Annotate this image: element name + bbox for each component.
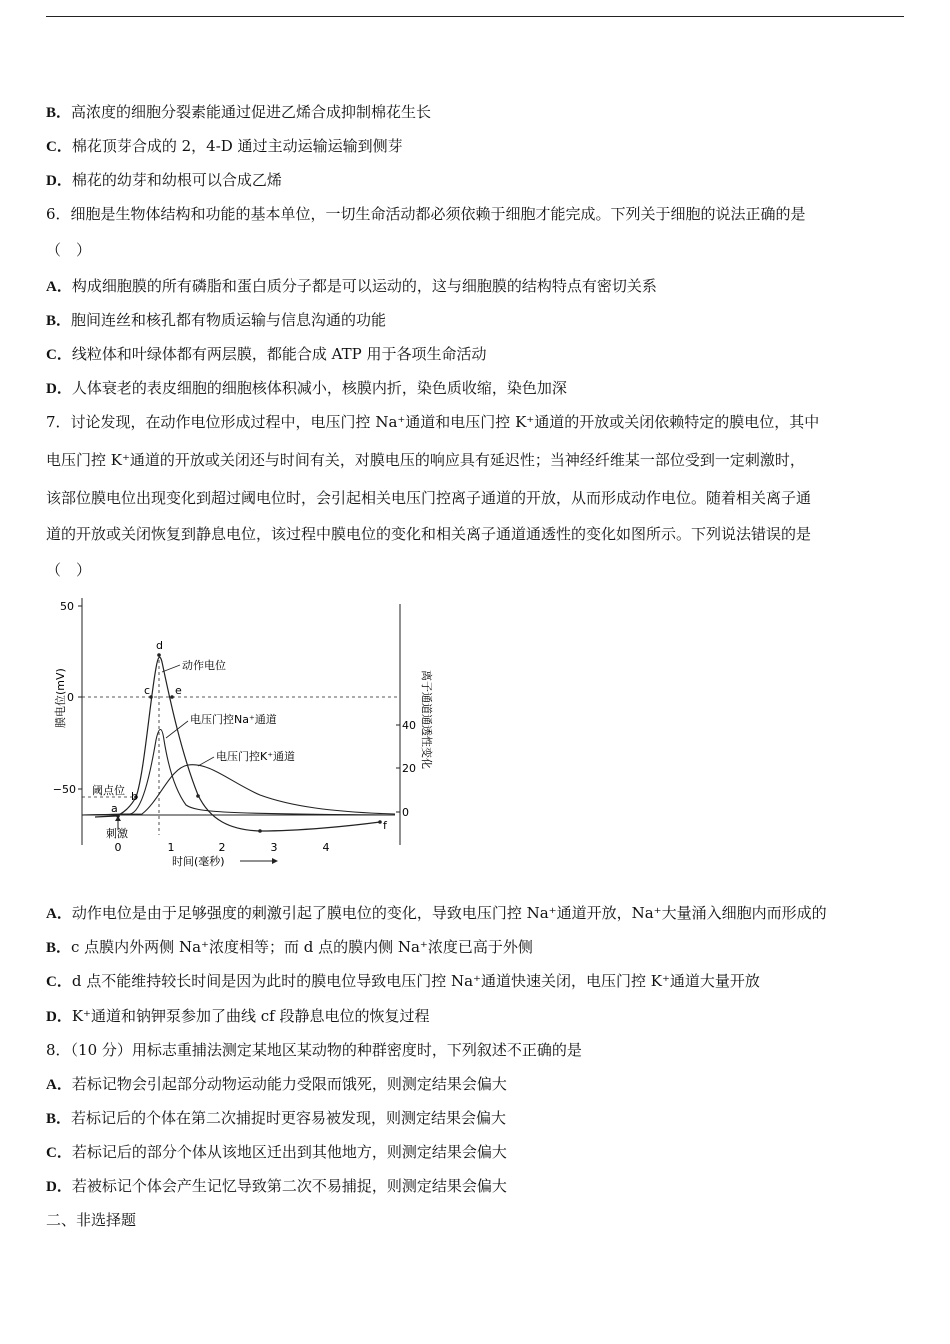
text-line: [46, 971, 760, 992]
point-bend: [196, 794, 200, 798]
curve-label-k: 电压门控K⁺通道: [216, 750, 296, 763]
na-channel-curve: [82, 730, 395, 816]
membrane-potential-figure: [50, 590, 450, 875]
line-text: 该部位膜电位出现变化到超过阈电位时，会引起相关电压门控离子通道的开放，从而形成动作电位。随着相关离子通: [46, 489, 812, 507]
text-line: [46, 240, 91, 261]
right-tick-40: 40: [402, 719, 416, 732]
line-text: 7．讨论发现，在动作电位形成过程中，电压门控 Na⁺通道和电压门控 K⁺通道的开放或关闭依赖特定的膜电位，其中: [46, 413, 820, 431]
text-line: [46, 378, 567, 399]
line-text: K⁺通道和钠钾泵参加了曲线 cf 段静息电位的恢复过程: [71, 1007, 430, 1025]
line-text: 棉花的幼芽和幼根可以合成乙烯: [71, 171, 282, 189]
right-tick-20: 20: [402, 762, 416, 775]
text-line: [46, 102, 431, 123]
x-axis-label: 时间(毫秒): [172, 855, 225, 868]
line-text: （ ）: [46, 241, 92, 259]
text-line: [46, 937, 533, 958]
label-f: f: [383, 819, 387, 832]
curve-label-na: 电压门控Na⁺通道: [190, 713, 277, 726]
text-line: [46, 1108, 506, 1129]
text-line: [46, 1074, 507, 1095]
label-e: e: [175, 684, 182, 697]
text-line: [46, 136, 403, 157]
right-axis-label: 离子通道通透性变化: [420, 670, 433, 769]
option-letter: B．: [46, 313, 72, 329]
option-letter: D．: [46, 173, 72, 189]
y-axis-label: 膜电位(mV): [54, 668, 67, 728]
text-line: [46, 344, 487, 365]
line-text: 二、非选择题: [46, 1211, 137, 1229]
option-letter: D．: [46, 381, 72, 397]
point-e: [170, 695, 174, 699]
option-letter: B．: [46, 940, 72, 956]
option-letter: A．: [46, 279, 72, 295]
option-letter: C．: [46, 1145, 72, 1161]
text-line: [46, 170, 282, 191]
point-d: [157, 653, 161, 657]
text-line: [46, 1040, 582, 1061]
text-line: [46, 560, 91, 581]
text-line: [46, 1176, 507, 1197]
line-text: 线粒体和叶绿体都有两层膜，都能合成 ATP 用于各项生命活动: [71, 345, 487, 363]
line-text: 若标记物会引起部分动物运动能力受限而饿死，则测定结果会偏大: [71, 1075, 507, 1093]
curve-label-action: 动作电位: [182, 659, 226, 672]
label-b: b: [131, 790, 138, 803]
label-d: d: [156, 639, 163, 652]
option-letter: C．: [46, 347, 72, 363]
threshold-label: 阈点位: [92, 784, 125, 797]
stimulus-label: 刺激: [106, 827, 128, 840]
text-line: [46, 903, 827, 924]
line-text: 棉花顶芽合成的 2，4-D 通过主动运输运输到侧芽: [71, 137, 403, 155]
option-letter: A．: [46, 906, 72, 922]
option-letter: C．: [46, 974, 72, 990]
line-text: 电压门控 K⁺通道的开放或关闭还与时间有关，对膜电压的响应具有延迟性；当神经纤维某一部位受到一定刺激时，: [46, 451, 805, 469]
x-tick-1: 1: [167, 841, 175, 854]
text-line: [46, 488, 811, 509]
option-letter: B．: [46, 1111, 72, 1127]
left-tick-minus50: −50: [52, 783, 76, 796]
line-text: 人体衰老的表皮细胞的细胞核体积减小，核膜内折，染色质收缩，染色加深: [71, 379, 567, 397]
text-line: [46, 412, 819, 433]
text-line: [46, 1210, 136, 1231]
line-text: c 点膜内外两侧 Na⁺浓度相等；而 d 点的膜内侧 Na⁺浓度已高于外侧: [71, 938, 533, 956]
action-potential-curve: [95, 657, 380, 831]
line-text: 若被标记个体会产生记忆导致第二次不易捕捉，则测定结果会偏大: [71, 1177, 507, 1195]
line-text: 构成细胞膜的所有磷脂和蛋白质分子都是可以运动的，这与细胞膜的结构特点有密切关系: [71, 277, 657, 295]
line-text: d 点不能维持较长时间是因为此时的膜电位导致电压门控 Na⁺通道快速关闭，电压门控 K⁺通道大量开放: [71, 972, 760, 990]
line-text: 胞间连丝和核孔都有物质运输与信息沟通的功能: [71, 311, 387, 329]
option-letter: C．: [46, 139, 72, 155]
line-text: 若标记后的个体在第二次捕捉时更容易被发现，则测定结果会偏大: [71, 1109, 507, 1127]
text-line: [46, 1006, 429, 1027]
text-line: [46, 310, 386, 331]
top-rule: [46, 16, 904, 17]
option-letter: B．: [46, 105, 72, 121]
point-f-dot: [378, 820, 382, 824]
text-line: [46, 204, 806, 225]
x-tick-2: 2: [218, 841, 226, 854]
option-letter: A．: [46, 1077, 72, 1093]
text-line: [46, 1142, 507, 1163]
label-c: c: [144, 684, 151, 697]
text-line: [46, 524, 811, 545]
line-text: 6．细胞是生物体结构和功能的基本单位，一切生命活动都必须依赖于细胞才能完成。下列关于细胞的说法正确的是: [46, 205, 806, 223]
label-a: a: [111, 802, 118, 815]
line-text: 动作电位是由于足够强度的刺激引起了膜电位的变化，导致电压门控 Na⁺通道开放，Na⁺大量涌入细胞内而形成的: [71, 904, 827, 922]
line-text: （ ）: [46, 561, 92, 579]
membrane-potential-chart: [50, 590, 450, 875]
option-letter: D．: [46, 1009, 72, 1025]
option-letter: D．: [46, 1179, 72, 1195]
point-trough: [258, 829, 262, 833]
line-text: 道的开放或关闭恢复到静息电位，该过程中膜电位的变化和相关离子通道通透性的变化如图所示。下列说法错误的是: [46, 525, 812, 543]
x-tick-3: 3: [270, 841, 278, 854]
text-line: [46, 450, 805, 471]
right-tick-0: 0: [402, 806, 409, 819]
left-tick-0: 0: [67, 691, 74, 704]
x-tick-4: 4: [322, 841, 330, 854]
line-text: 若标记后的部分个体从该地区迁出到其他地方，则测定结果会偏大: [71, 1143, 507, 1161]
x-tick-0: 0: [114, 841, 122, 854]
line-text: 8．（10 分）用标志重捕法测定某地区某动物的种群密度时，下列叙述不正确的是: [46, 1041, 582, 1059]
left-tick-50: 50: [60, 600, 74, 613]
line-text: 高浓度的细胞分裂素能通过促进乙烯合成抑制棉花生长: [71, 103, 432, 121]
text-line: [46, 276, 657, 297]
